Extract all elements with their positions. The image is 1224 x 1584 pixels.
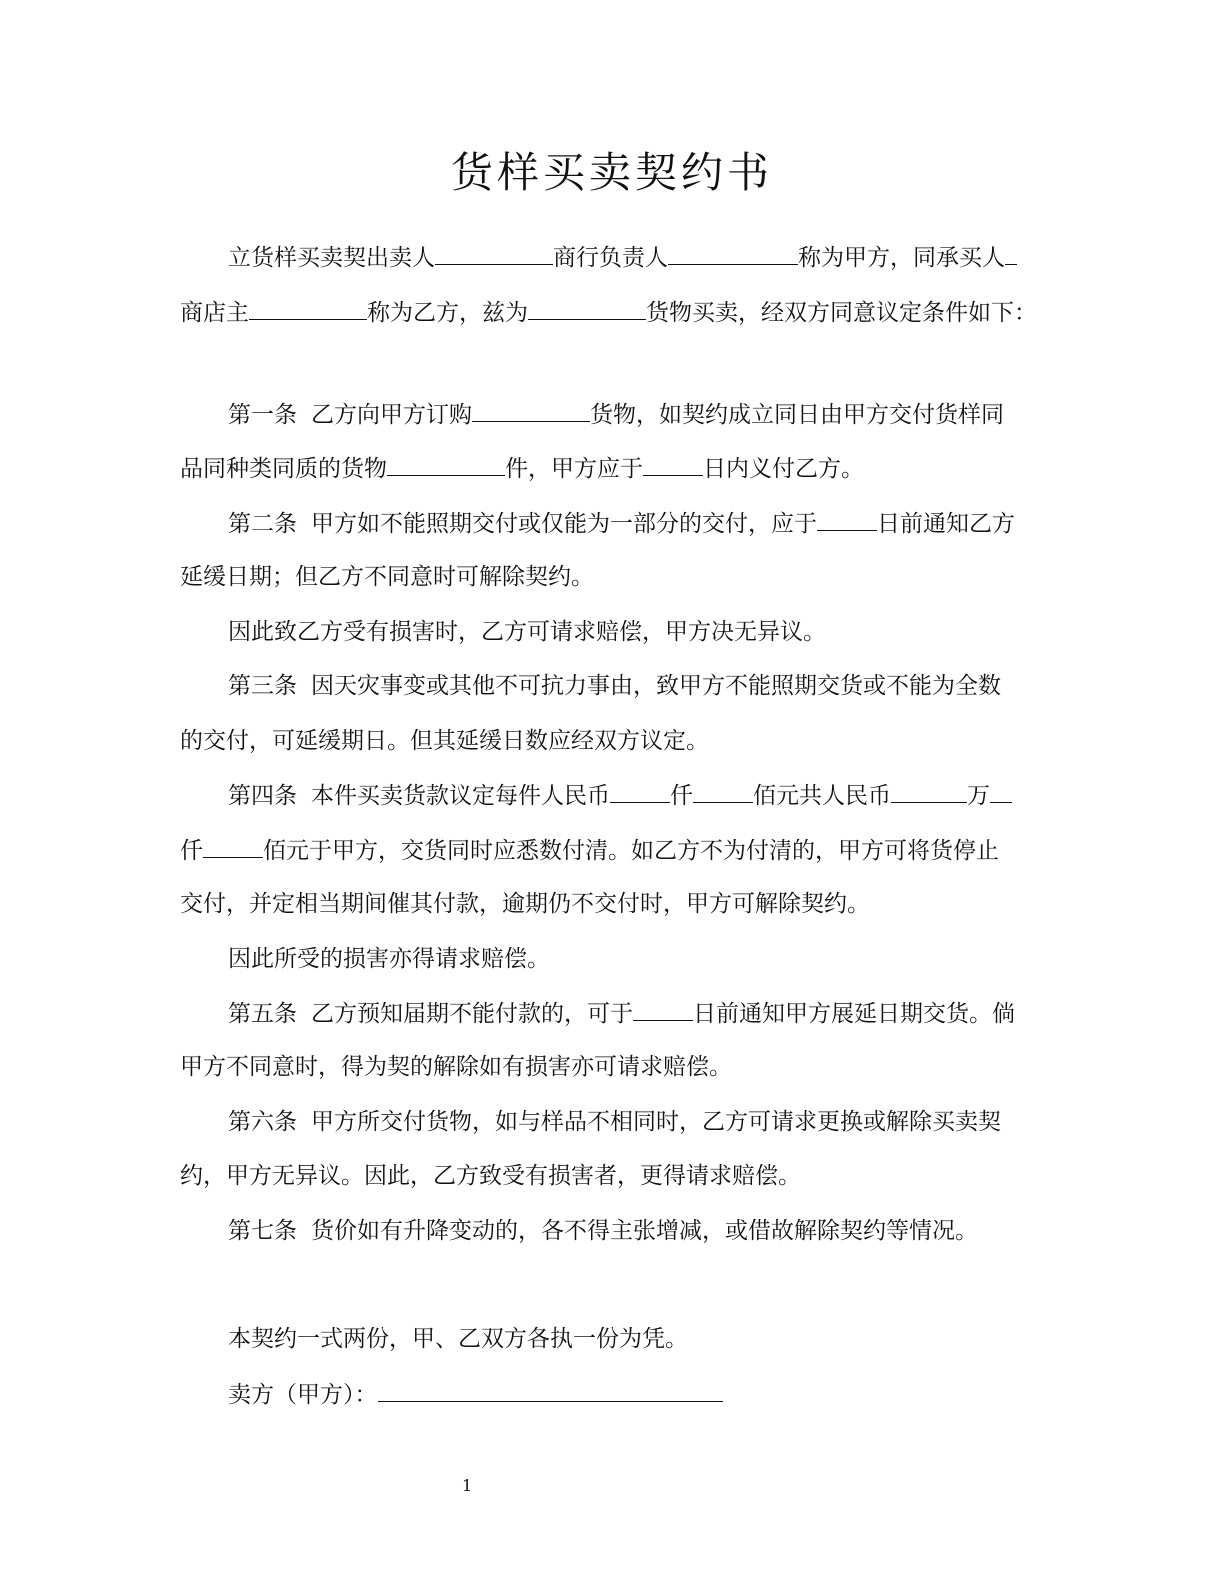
article-3-line-2: 的交付，可延缓期日。但其延缓日数应经双方议定。 xyxy=(180,728,709,754)
article-5-line-2: 甲方不同意时，得为契的解除如有损害亦可请求赔偿。 xyxy=(180,1054,732,1080)
article-7-label: 第七条 xyxy=(228,1218,297,1244)
article-4-label: 第四条 xyxy=(228,783,297,809)
article-7-line-1: 第七条 货价如有升降变动的，各不得主张增减，或借故解除契约等情况。 xyxy=(228,1218,978,1244)
article-4-line-4: 因此所受的损害亦得请求赔偿。 xyxy=(228,946,550,972)
total-hundred-blank xyxy=(203,835,263,858)
article-2-line-3: 因此致乙方受有损害时，乙方可请求赔偿，甲方决无异议。 xyxy=(228,619,826,645)
document-title: 货样买卖契约书 xyxy=(450,148,773,197)
total-thousand-blank xyxy=(990,780,1012,803)
notice-days-blank xyxy=(817,508,877,531)
article-2-line-1: 第二条 甲方如不能照期交付或仅能为一部分的交付，应于 日前通知乙方 xyxy=(228,508,1015,539)
seller-label: 卖方（甲方）： xyxy=(228,1382,378,1408)
payment-notice-days-blank xyxy=(633,998,693,1021)
article-6-label: 第六条 xyxy=(228,1109,297,1135)
article-3-label: 第三条 xyxy=(228,673,297,699)
shop-owner-blank xyxy=(249,297,367,320)
seller-signature-line xyxy=(228,1379,723,1410)
article-1-line-2: 品同种类同质的货物 件，甲方应于 日内义付乙方。 xyxy=(180,453,864,484)
article-5-line-1: 第五条 乙方预知届期不能付款的，可于 日前通知甲方展延日期交货。倘 xyxy=(228,998,1015,1029)
article-6-line-2: 约，甲方无异议。因此，乙方致受有损害者，更得请求赔偿。 xyxy=(180,1163,801,1189)
article-3-line-1: 第三条 因天灾事变或其他不可抗力事由，致甲方不能照期交货或不能为全数 xyxy=(228,673,1001,699)
page-number: 1 xyxy=(462,1476,473,1495)
article-4-line-1: 第四条 本件买卖货款议定每件人民币 仟 佰元共人民币 万 xyxy=(228,780,1012,811)
copies-statement: 本契约一式两份，甲、乙双方各执一份为凭。 xyxy=(228,1326,688,1352)
goods-name-blank xyxy=(528,297,646,320)
buyer-name-blank xyxy=(1005,242,1017,265)
delivery-days-blank xyxy=(643,453,703,476)
seller-signature-blank[interactable] xyxy=(378,1379,723,1402)
price-hundred-blank xyxy=(693,780,753,803)
article-1-label: 第一条 xyxy=(228,402,297,428)
article-6-line-1: 第六条 甲方所交付货物，如与样品不相同时，乙方可请求更换或解除买卖契 xyxy=(228,1109,1001,1135)
article-5-label: 第五条 xyxy=(228,1001,297,1027)
article-4-line-2: 仟 佰元于甲方，交货同时应悉数付清。如乙方不为付清的，甲方可将货停止 xyxy=(180,835,999,866)
article-2-label: 第二条 xyxy=(228,511,297,537)
total-ten-thousand-blank xyxy=(891,780,967,803)
preamble-line-1: 立货样买卖契出卖人 商行负责人 称为甲方，同承买人 xyxy=(228,242,1017,273)
price-thousand-blank xyxy=(610,780,670,803)
firm-manager-blank xyxy=(668,242,798,265)
preamble-line-2: 商店主 称为乙方，兹为 货物买卖，经双方同意议定条件如下： xyxy=(180,297,1037,328)
quantity-blank xyxy=(387,453,505,476)
article-1-line-1: 第一条 乙方向甲方订购 货物，如契约成立同日由甲方交付货样同 xyxy=(228,399,1004,430)
ordered-goods-blank xyxy=(472,399,590,422)
article-2-line-2: 延缓日期；但乙方不同意时可解除契约。 xyxy=(180,564,594,590)
seller-name-blank xyxy=(435,242,553,265)
article-4-line-3: 交付，并定相当期间催其付款，逾期仍不交付时，甲方可解除契约。 xyxy=(180,891,870,917)
